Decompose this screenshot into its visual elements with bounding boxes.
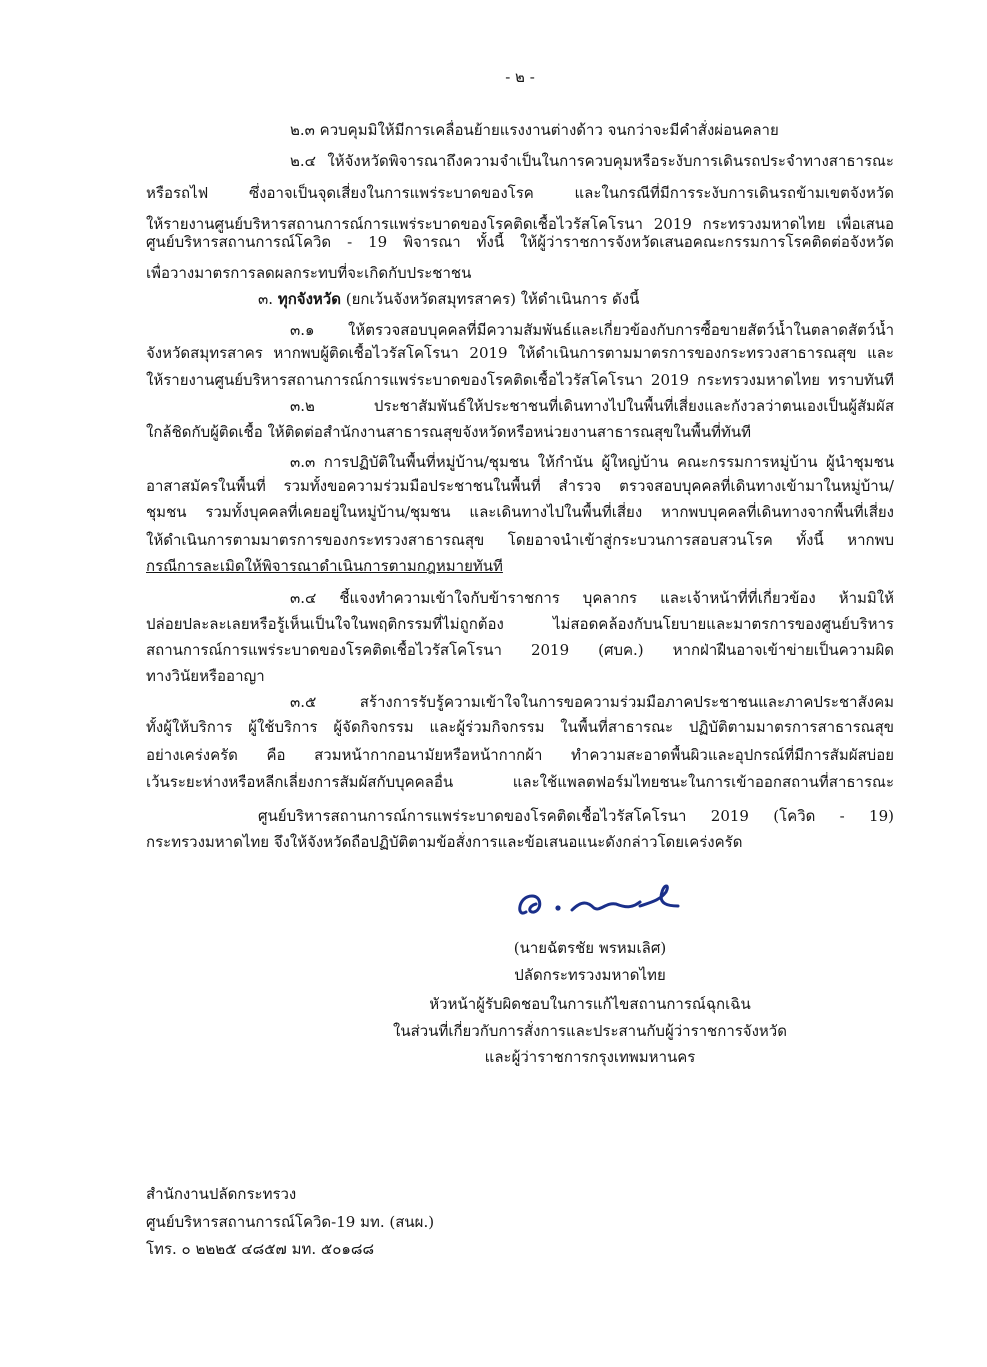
signer-name: (นายฉัตรชัย พรหมเลิศ) bbox=[513, 939, 667, 957]
section-3-heading bbox=[258, 289, 639, 309]
item-2-4-line1: ๒.๔ ให้จังหวัดพิจารณาถึงความจำเป็นในการควบคุมหรือระงับการเดินรถประจำทางสาธารณะ bbox=[290, 152, 894, 170]
signer-title-1: ปลัดกระทรวงมหาดไทย bbox=[514, 966, 666, 984]
item-3-3-line2: อาสาสมัครในพื้นที่ รวมทั้งขอความร่วมมือประชาชนในพื้นที่ สำรวจ ตรวจสอบบุคคลที่เดินทางเข้ามาในหมู่บ้าน/ bbox=[146, 477, 894, 495]
footer-phone: โทร. ๐ ๒๒๒๕ ๔๘๕๗ มท. ๕๐๑๘๘ bbox=[146, 1240, 375, 1258]
item-3-2-line2: ใกล้ชิดกับผู้ติดเชื้อ ให้ติดต่อสำนักงานสาธารณสุขจังหวัดหรือหน่วยงานสาธารณสุขในพื้นที่ทันที bbox=[146, 423, 752, 441]
signer-title-4: และผู้ว่าราชการกรุงเทพมหานคร bbox=[484, 1048, 696, 1066]
item-3-1-line2: จังหวัดสมุทรสาคร หากพบผู้ติดเชื้อไวรัสโคโรนา 2019 ให้ดำเนินการตามมาตรการของกระทรวงสาธารณสุข และ bbox=[146, 344, 894, 362]
item-3-5-line3: อย่างเคร่งครัด คือ สวมหน้ากากอนามัยหรือหน้ากากผ้า ทำความสะอาดพื้นผิวและอุปกรณ์ที่มีการสัมผัสบ่อย bbox=[146, 746, 894, 764]
item-2-3: ๒.๓ ควบคุมมิให้มีการเคลื่อนย้ายแรงงานต่างด้าว จนกว่าจะมีคำสั่งผ่อนคลาย bbox=[290, 121, 779, 139]
item-3-4-line3: สถานการณ์การแพร่ระบาดของโรคติดเชื้อไวรัสโคโรนา 2019 (ศบค.) หากฝ่าฝืนอาจเข้าข่ายเป็นความผิด bbox=[146, 641, 894, 659]
item-3-4-line4: ทางวินัยหรืออาญา bbox=[146, 667, 265, 685]
signer-title-3: ในส่วนที่เกี่ยวกับการสั่งการและประสานกับผู้ว่าราชการจังหวัด bbox=[393, 1022, 787, 1040]
item-3-3-line5: กรณีการละเมิดให้พิจารณาดำเนินการตามกฎหมายทันที bbox=[146, 557, 503, 575]
item-3-3-line1: ๓.๓ การปฏิบัติในพื้นที่หมู่บ้าน/ชุมชน ให้กำนัน ผู้ใหญ่บ้าน คณะกรรมการหมู่บ้าน ผู้นำชุมชน bbox=[290, 453, 894, 471]
item-3-1-line3: ให้รายงานศูนย์บริหารสถานการณ์การแพร่ระบาดของโรคติดเชื้อไวรัสโคโรนา 2019 กระทรวงมหาดไทย ทราบทันที bbox=[146, 371, 894, 389]
closing-line2: กระทรวงมหาดไทย จึงให้จังหวัดถือปฏิบัติตามข้อสั่งการและข้อเสนอแนะดังกล่าวโดยเคร่งครัด bbox=[146, 833, 743, 851]
item-3-5-line2: ทั้งผู้ให้บริการ ผู้ใช้บริการ ผู้จัดกิจกรรม และผู้ร่วมกิจกรรม ในพื้นที่สาธารณะ ปฏิบัติตามมาตรการสาธารณสุข bbox=[146, 718, 894, 736]
item-2-4-line3: ให้รายงานศูนย์บริหารสถานการณ์การแพร่ระบาดของโรคติดเชื้อไวรัสโคโรนา 2019 กระทรวงมหาดไทย เพื่อเสนอ bbox=[146, 215, 894, 233]
signer-title-2: หัวหน้าผู้รับผิดชอบในการแก้ไขสถานการณ์ฉุกเฉิน bbox=[429, 995, 751, 1013]
item-3-5-line1: ๓.๕ สร้างการรับรู้ความเข้าใจในการขอความร่วมมือภาคประชาชนและภาคประชาสังคม bbox=[290, 693, 894, 711]
item-3-4-line2: ปล่อยปละละเลยหรือรู้เห็นเป็นใจในพฤติกรรมที่ไม่ถูกต้อง ไม่สอดคล้องกับนโยบายและมาตรการของศูนย์บริหาร bbox=[146, 615, 894, 633]
page-number: - ๒ - bbox=[505, 68, 535, 86]
section-3-bold: ทุกจังหวัด bbox=[277, 290, 341, 308]
footer-office: สำนักงานปลัดกระทรวง bbox=[146, 1185, 297, 1203]
item-2-4-line5: เพื่อวางมาตรการลดผลกระทบที่จะเกิดกับประชาชน bbox=[146, 264, 472, 282]
section-3-number: ๓. bbox=[258, 290, 274, 308]
item-3-3-line3: ชุมชน รวมทั้งบุคคลที่เคยอยู่ในหมู่บ้าน/ชุมชน และเดินทางไปในพื้นที่เสี่ยง หากพบบุคคลที่เดินทางจากพื้นที่เสี่ยง bbox=[146, 503, 894, 521]
item-3-2-line1: ๓.๒ ประชาสัมพันธ์ให้ประชาชนที่เดินทางไปในพื้นที่เสี่ยงและกังวลว่าตนเองเป็นผู้สัมผัส bbox=[290, 397, 894, 415]
section-3-rest: (ยกเว้นจังหวัดสมุทรสาคร) ให้ดำเนินการ ดังนี้ bbox=[340, 290, 640, 308]
closing-line1: ศูนย์บริหารสถานการณ์การแพร่ระบาดของโรคติดเชื้อไวรัสโคโรนา 2019 (โควิด - 19) bbox=[258, 807, 894, 825]
footer-center: ศูนย์บริหารสถานการณ์โควิด-19 มท. (สนผ.) bbox=[146, 1213, 435, 1231]
item-3-5-line4: เว้นระยะห่างหรือหลีกเลี่ยงการสัมผัสกับบุคคลอื่น และใช้แพลตฟอร์มไทยชนะในการเข้าออกสถานที่สาธารณะ bbox=[146, 773, 894, 791]
item-3-1-line1: ๓.๑ ให้ตรวจสอบบุคคลที่มีความสัมพันธ์และเกี่ยวข้องกับการซื้อขายสัตว์น้ำในตลาดสัตว์น้ำ bbox=[290, 321, 894, 339]
item-2-4-line4: ศูนย์บริหารสถานการณ์โควิด - 19 พิจารณา ทั้งนี้ ให้ผู้ว่าราชการจังหวัดเสนอคณะกรรมการโรคติดต่อจังหวัด bbox=[146, 233, 894, 251]
item-3-4-line1: ๓.๔ ชี้แจงทำความเข้าใจกับข้าราชการ บุคลากร และเจ้าหน้าที่ที่เกี่ยวข้อง ห้ามมิให้ bbox=[290, 589, 894, 607]
handwritten-signature bbox=[508, 878, 683, 933]
item-3-3-line4: ให้ดำเนินการตามมาตรการของกระทรวงสาธารณสุข โดยอาจนำเข้าสู่กระบวนการสอบสวนโรค ทั้งนี้ หากพบ bbox=[146, 531, 894, 549]
item-2-4-line2: หรือรถไฟ ซึ่งอาจเป็นจุดเสี่ยงในการแพร่ระบาดของโรค และในกรณีที่มีการระงับการเดินรถข้ามเขตจังหวัด bbox=[146, 184, 894, 202]
